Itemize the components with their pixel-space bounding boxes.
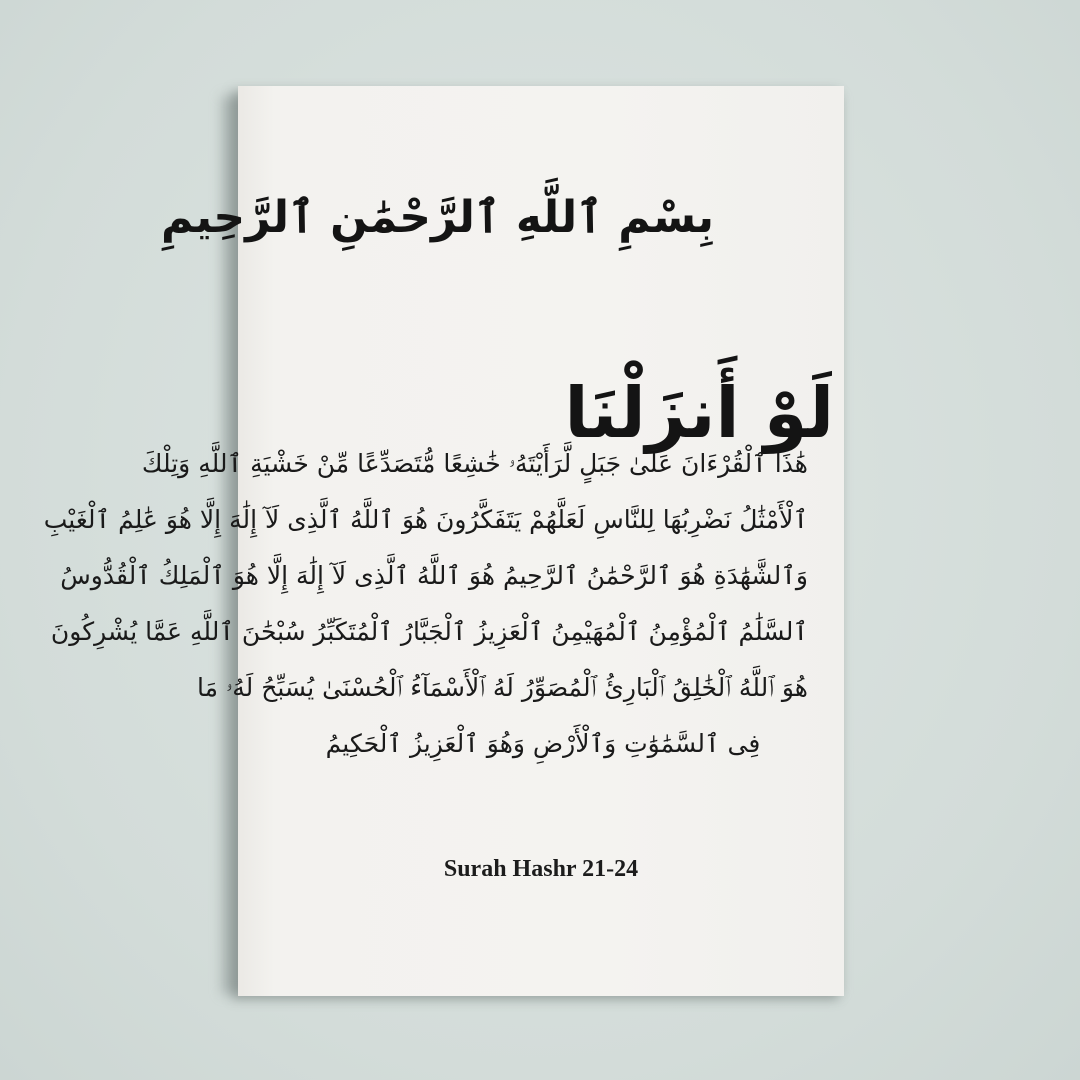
heading-calligraphy: لَوْ أَنزَلْنَا [564,372,834,454]
verse-line: هُوَ ٱللَّهُ ٱلْخَٰلِقُ ٱلْبَارِئُ ٱلْمُصَوِّرُ لَهُ ٱلْأَسْمَآءُ ٱلْحُسْنَىٰ يُسَبِّحُ لَهُۥ مَا [197,673,808,702]
caption: Surah Hashr 21-24 [443,856,639,882]
canvas-print [43,86,844,996]
verse-line: ٱلسَّلَٰمُ ٱلْمُؤْمِنُ ٱلْمُهَيْمِنُ ٱلْعَزِيزُ ٱلْجَبَّارُ ٱلْمُتَكَبِّرُ سُبْحَٰنَ ٱللَّهِ عَمَّا يُشْرِكُونَ [50,617,808,646]
basmala-calligraphy: بِسْمِ ٱللَّهِ ٱلرَّحْمَٰنِ ٱلرَّحِيمِ [160,192,714,243]
verse-line: ٱلْأَمْثَٰلُ نَضْرِبُهَا لِلنَّاسِ لَعَلَّهُمْ يَتَفَكَّرُونَ هُوَ ٱللَّهُ ٱلَّذِى لَآ إِلَٰهَ إِلَّا هُوَ عَٰلِمُ ٱلْغَيْبِ [43,505,808,534]
verse-line: فِى ٱلسَّمَٰوَٰتِ وَٱلْأَرْضِ وَهُوَ ٱلْعَزِيزُ ٱلْحَكِيمُ [325,729,761,758]
verse-block [43,436,808,772]
verse-line: وَٱلشَّهَٰدَةِ هُوَ ٱلرَّحْمَٰنُ ٱلرَّحِيمُ هُوَ ٱللَّهُ ٱلَّذِى لَآ إِلَٰهَ إِلَّا هُوَ ٱلْمَلِكُ ٱلْقُدُّوسُ [60,561,808,590]
verse-line: هَٰذَا ٱلْقُرْءَانَ عَلَىٰ جَبَلٍ لَّرَأَيْتَهُۥ خَٰشِعًا مُّتَصَدِّعًا مِّنْ خَشْيَةِ ٱللَّهِ وَتِلْكَ [141,449,808,478]
